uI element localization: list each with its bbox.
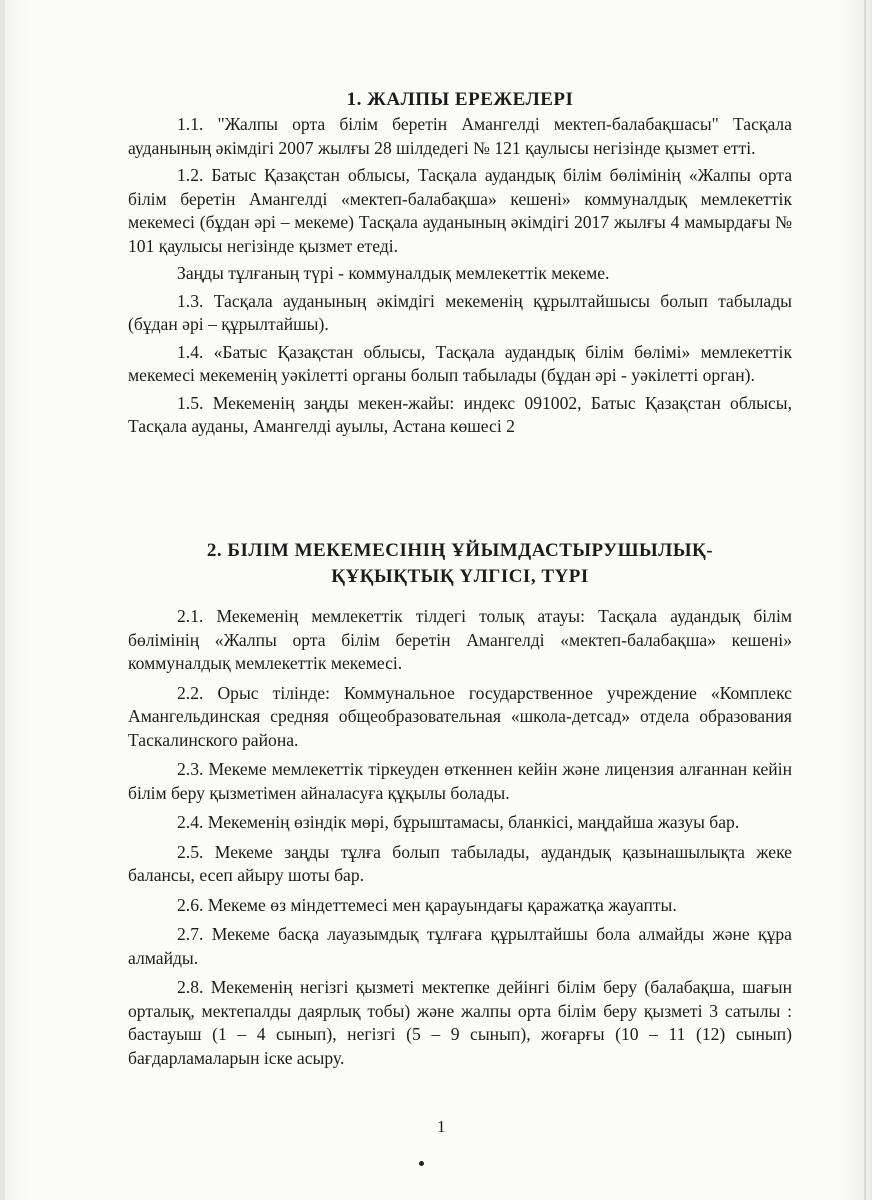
paragraph-2-3: 2.3. Мекеме мемлекеттік тіркеуден өткеннен кейін және лицензия алғаннан кейін білім беру қызметімен айналасуға құқылы болады.: [128, 759, 792, 803]
paragraph-1-1: 1.1. "Жалпы орта білім беретін Амангелді мектеп-балабақшасы" Тасқала ауданының әкімдігі 2007 жылғы 28 шілдедегі № 121 қаулысы негізінде қызмет етті.: [128, 114, 792, 158]
paragraph-legal-form: Заңды тұлғаның түрі - коммуналдық мемлекеттік мекеме.: [177, 263, 610, 283]
section-1-title: 1. ЖАЛПЫ ЕРЕЖЕЛЕРІ: [346, 89, 574, 110]
page-number: 1: [437, 1117, 446, 1136]
scan-speck: [419, 1161, 424, 1166]
paragraph-1-2: 1.2. Батыс Қазақстан облысы, Тасқала аудандық білім бөлімінің «Жалпы орта білім беретін Амангелді «мектеп-балабақша» кешені» коммуналдық мемлекеттік мекемесі (бұдан әрі – мекеме) Тасқала ауданының әкімдігі 2017 жылғы 4 мамырдағы № 101 қаулысы негізінде қызмет етеді.: [128, 165, 792, 256]
paragraph-2-5: 2.5. Мекеме заңды тұлға болып табылады, аудандық қазынашылықта жеке балансы, есеп айыру шоты бар.: [128, 841, 792, 885]
paragraph-2-6: 2.6. Мекеме өз міндеттемесі мен қарауындағы қаражатқа жауапты.: [177, 894, 677, 915]
paragraph-1-5: 1.5. Мекеменің заңды мекен-жайы: индекс 091002, Батыс Қазақстан облысы, Тасқала ауданы, Амангелді ауылы, Астана көшесі 2: [128, 392, 792, 436]
paragraph-2-2: 2.2. Орыс тілінде: Коммунальное государственное учреждение «Комплекс Амангельдинская средняя общеобразовательная «школа-детсад» отдела образования Таскалинского района.: [128, 682, 792, 750]
scan-edge-right: [864, 0, 866, 1200]
section-2-title-line-2: ҚҰҚЫҚТЫҚ ҮЛГІСІ, ТҮРІ: [331, 566, 589, 587]
paragraph-2-7: 2.7. Мекеме басқа лауазымдық тұлғаға құрылтайшы бола алмайды және құра алмайды.: [128, 924, 792, 968]
paragraph-2-1: 2.1. Мекеменің мемлекеттік тілдегі толық атауы: Тасқала аудандық білім бөлімінің «Жалпы орта білім беретін Амангелді «мектеп-балабақша» кешені» коммуналдық мемлекеттік мекемесі.: [128, 606, 792, 673]
paragraph-1-3: 1.3. Тасқала ауданының әкімдігі мекеменің құрылтайшысы болып табылады (бұдан әрі – құрылтайшы).: [128, 290, 792, 334]
paragraph-2-8: 2.8. Мекеменің негізгі қызметі мектепке дейінгі білім беру (балабақша, шағын орталық, мектепалды даярлық тобы) және жалпы орта білім беру қызметі 3 сатылы : бастауыш (1 – 4 сынып), негізгі (5 – 9 сынып), жоғарғы (10 – 11 (12) сынып) бағдарламаларын іске асыру.: [128, 977, 792, 1068]
section-2-title: [128, 538, 792, 590]
section-1-body: [128, 113, 792, 443]
section-2-title-line-1: 2. БІЛІМ МЕКЕМЕСІНІҢ ҰЙЫМДАСТЫРУШЫЛЫҚ-: [206, 540, 714, 561]
section-2-body: [128, 605, 792, 1076]
paragraph-2-4: 2.4. Мекеменің өзіндік мөрі, бұрыштамасы, бланкісі, маңдайша жазуы бар.: [177, 812, 740, 832]
paragraph-1-4: 1.4. «Батыс Қазақстан облысы, Тасқала аудандық білім бөлімі» мемлекеттік мекемесі мекеменің уәкілетті органы болып табылады (бұдан әрі - уәкілетті орган).: [128, 341, 792, 385]
scan-edge-left: [0, 0, 5, 1200]
